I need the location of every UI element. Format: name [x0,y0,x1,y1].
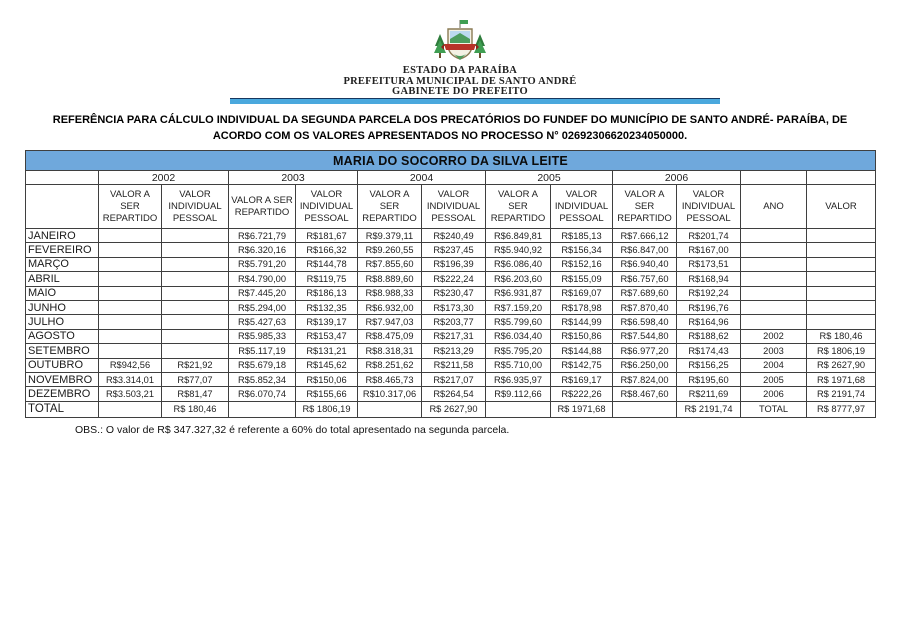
letterhead [10,20,900,98]
year-2003: 2003 [229,171,358,185]
value-cell: R$8.475,09 [358,329,422,343]
value-cell: R$ 1971,68 [551,401,613,417]
value-cell [99,229,162,243]
month-cell: NOVEMBRO [26,372,99,386]
month-cell: AGOSTO [26,329,99,343]
value-cell [99,315,162,329]
value-cell: R$7.445,20 [229,286,296,300]
year-2005: 2005 [486,171,613,185]
value-cell: R$201,74 [677,229,741,243]
value-cell: R$3.503,21 [99,387,162,401]
value-cell: R$132,35 [296,300,358,314]
value-cell: R$211,69 [677,387,741,401]
subheaders-row [26,185,876,229]
value-cell: R$5.985,33 [229,329,296,343]
month-cell: DEZEMBRO [26,387,99,401]
value-cell: R$131,21 [296,344,358,358]
value-cell [613,401,677,417]
value-cell: 2003 [741,344,807,358]
subheader-repartido: VALOR A SER REPARTIDO [613,185,677,229]
value-cell: R$166,32 [296,243,358,257]
value-cell: R$7.824,00 [613,372,677,386]
value-cell: R$5.791,20 [229,257,296,271]
value-cell [99,344,162,358]
value-cell [807,272,876,286]
value-cell: R$942,56 [99,358,162,372]
month-cell: ABRIL [26,272,99,286]
value-cell: R$6.203,60 [486,272,551,286]
value-cell: R$264,54 [422,387,486,401]
value-cell: R$237,45 [422,243,486,257]
value-cell: R$9.379,11 [358,229,422,243]
subheader-repartido: VALOR A SER REPARTIDO [358,185,422,229]
value-cell: R$5.795,20 [486,344,551,358]
value-cell: R$203,77 [422,315,486,329]
value-cell [162,315,229,329]
table-row [26,372,876,386]
value-cell: R$144,78 [296,257,358,271]
value-cell: R$186,13 [296,286,358,300]
value-cell [807,315,876,329]
corner-cell [26,185,99,229]
person-name-row [26,151,876,171]
value-cell: R$155,09 [551,272,613,286]
value-cell: R$6.847,00 [613,243,677,257]
value-cell [741,272,807,286]
value-cell [162,257,229,271]
value-cell: R$6.721,79 [229,229,296,243]
year-2004: 2004 [358,171,486,185]
value-cell: R$156,25 [677,358,741,372]
value-cell: R$ 8777,97 [807,401,876,417]
value-cell: R$ 1806,19 [807,344,876,358]
document-title: REFERÊNCIA PARA CÁLCULO INDIVIDUAL DA SEGUNDA PARCELA DOS PRECATÓRIOS DO FUNDEF DO MUNICÍPIO DE SANTO ANDRÉ- PARAÍBA, DE ACORDO COM OS VALORES APRESENTADOS NO PROCESSO N° 02692306620234050000. [52,114,848,142]
value-cell [162,329,229,343]
value-cell: R$142,75 [551,358,613,372]
month-cell: MARÇO [26,257,99,271]
value-cell [807,257,876,271]
value-cell: R$150,86 [551,329,613,343]
value-cell: R$ 2191,74 [807,387,876,401]
value-cell: 2005 [741,372,807,386]
subheader-individual: VALOR INDIVIDUAL PESSOAL [422,185,486,229]
table-row [26,272,876,286]
value-cell [162,344,229,358]
org-state-line: ESTADO DA PARAÍBA [402,65,518,76]
value-cell: R$6.757,60 [613,272,677,286]
subheader-repartido: VALOR A SER REPARTIDO [229,185,296,229]
value-cell: R$6.849,81 [486,229,551,243]
value-cell: R$195,60 [677,372,741,386]
value-cell: R$6.320,16 [229,243,296,257]
value-cell: R$10.317,06 [358,387,422,401]
value-cell: R$153,47 [296,329,358,343]
value-cell [99,272,162,286]
value-cell [807,229,876,243]
value-cell: R$155,66 [296,387,358,401]
value-cell: R$196,39 [422,257,486,271]
precatorios-table [25,150,876,418]
value-cell [162,286,229,300]
year-2006: 2006 [613,171,741,185]
month-cell: OUTUBRO [26,358,99,372]
value-cell: R$ 2627,90 [422,401,486,417]
table-row [26,315,876,329]
value-cell: R$167,00 [677,243,741,257]
value-cell: R$6.940,40 [613,257,677,271]
value-cell [162,272,229,286]
value-cell: R$7.666,12 [613,229,677,243]
value-cell: R$173,30 [422,300,486,314]
value-cell [99,243,162,257]
value-cell: R$181,67 [296,229,358,243]
table-row [26,358,876,372]
value-cell: R$164,96 [677,315,741,329]
obs-note: OBS.: O valor de R$ 347.327,32 é referente a 60% do total apresentado na segunda parcela. [75,424,510,436]
value-cell: R$77,07 [162,372,229,386]
value-cell: R$169,07 [551,286,613,300]
value-cell: R$156,34 [551,243,613,257]
value-cell: R$213,29 [422,344,486,358]
value-cell [99,329,162,343]
value-cell: R$9.260,55 [358,243,422,257]
value-cell: R$8.467,60 [613,387,677,401]
value-cell: R$6.977,20 [613,344,677,358]
value-cell: R$ 180,46 [807,329,876,343]
value-cell: R$7.689,60 [613,286,677,300]
value-cell [741,300,807,314]
value-cell: R$150,06 [296,372,358,386]
value-cell: R$5.427,63 [229,315,296,329]
value-cell: R$5.294,00 [229,300,296,314]
value-cell: R$178,98 [551,300,613,314]
table-row [26,387,876,401]
value-cell: R$6.598,40 [613,315,677,329]
value-cell [99,286,162,300]
value-cell: R$6.250,00 [613,358,677,372]
value-cell: TOTAL [741,401,807,417]
subheader-individual: VALOR INDIVIDUAL PESSOAL [677,185,741,229]
value-cell: R$ 2627,90 [807,358,876,372]
value-cell: R$6.086,40 [486,257,551,271]
value-cell: R$192,24 [677,286,741,300]
value-cell: R$188,62 [677,329,741,343]
value-cell [741,286,807,300]
year-spacer-ano [741,171,807,185]
value-cell [741,315,807,329]
value-cell: R$7.159,20 [486,300,551,314]
subheader-ano: ANO [741,185,807,229]
value-cell: R$152,16 [551,257,613,271]
value-cell: R$169,17 [551,372,613,386]
value-cell: R$4.790,00 [229,272,296,286]
value-cell: R$7.544,80 [613,329,677,343]
value-cell [162,300,229,314]
subheader-repartido: VALOR A SER REPARTIDO [486,185,551,229]
value-cell [807,243,876,257]
subheader-individual: VALOR INDIVIDUAL PESSOAL [296,185,358,229]
value-cell: R$ 180,46 [162,401,229,417]
value-cell: 2006 [741,387,807,401]
letterhead-divider [230,98,720,104]
value-cell: R$6.931,87 [486,286,551,300]
value-cell [99,257,162,271]
value-cell: R$6.935,97 [486,372,551,386]
value-cell: R$5.679,18 [229,358,296,372]
value-cell: R$3.314,01 [99,372,162,386]
value-cell: R$8.318,31 [358,344,422,358]
month-cell: SETEMBRO [26,344,99,358]
subheader-individual: VALOR INDIVIDUAL PESSOAL [551,185,613,229]
value-cell: R$174,43 [677,344,741,358]
value-cell [162,243,229,257]
value-cell: R$230,47 [422,286,486,300]
coat-of-arms-icon [432,20,488,64]
value-cell: R$ 2191,74 [677,401,741,417]
table-row [26,329,876,343]
value-cell: R$240,49 [422,229,486,243]
person-name: MARIA DO SOCORRO DA SILVA LEITE [26,151,876,171]
value-cell: R$217,07 [422,372,486,386]
table-row [26,229,876,243]
month-cell: JUNHO [26,300,99,314]
value-cell [486,401,551,417]
value-cell: R$5.799,60 [486,315,551,329]
value-cell: R$8.988,33 [358,286,422,300]
value-cell [99,300,162,314]
value-cell: R$8.889,60 [358,272,422,286]
value-cell: R$196,76 [677,300,741,314]
value-cell: R$185,13 [551,229,613,243]
value-cell: R$7.947,03 [358,315,422,329]
corner-cell [26,171,99,185]
subheader-repartido: VALOR A SER REPARTIDO [99,185,162,229]
value-cell [741,257,807,271]
table-row [26,243,876,257]
value-cell [99,401,162,417]
value-cell: R$5.940,92 [486,243,551,257]
table-body [26,229,876,418]
subheader-valor: VALOR [807,185,876,229]
value-cell: R$9.112,66 [486,387,551,401]
value-cell: R$222,24 [422,272,486,286]
value-cell: R$8.465,73 [358,372,422,386]
month-cell: JANEIRO [26,229,99,243]
total-row [26,401,876,417]
value-cell: R$5.852,34 [229,372,296,386]
value-cell: R$7.855,60 [358,257,422,271]
month-cell: FEVEREIRO [26,243,99,257]
value-cell: R$119,75 [296,272,358,286]
value-cell: R$6.070,74 [229,387,296,401]
value-cell: R$144,99 [551,315,613,329]
value-cell [229,401,296,417]
subheader-individual: VALOR INDIVIDUAL PESSOAL [162,185,229,229]
year-spacer-valor [807,171,876,185]
org-municipality-line: PREFEITURA MUNICIPAL DE SANTO ANDRÉ [343,75,577,87]
value-cell: R$ 1806,19 [296,401,358,417]
value-cell: R$8.251,62 [358,358,422,372]
org-office-line: GABINETE DO PREFEITO [392,86,528,97]
value-cell: R$ 1971,68 [807,372,876,386]
value-cell [807,300,876,314]
value-cell: R$173,51 [677,257,741,271]
years-row [26,171,876,185]
table-row [26,344,876,358]
value-cell [162,229,229,243]
value-cell: R$7.870,40 [613,300,677,314]
value-cell [807,286,876,300]
value-cell: R$168,94 [677,272,741,286]
value-cell: R$222,26 [551,387,613,401]
month-cell: MAIO [26,286,99,300]
value-cell: R$81,47 [162,387,229,401]
value-cell [741,243,807,257]
month-cell: JULHO [26,315,99,329]
value-cell: R$144,88 [551,344,613,358]
value-cell: R$5.710,00 [486,358,551,372]
value-cell [358,401,422,417]
table-row [26,286,876,300]
month-cell: TOTAL [26,401,99,417]
value-cell: R$211,58 [422,358,486,372]
value-cell: R$139,17 [296,315,358,329]
year-2002: 2002 [99,171,229,185]
value-cell: R$5.117,19 [229,344,296,358]
value-cell: 2002 [741,329,807,343]
table-row [26,300,876,314]
table-row [26,257,876,271]
value-cell: R$6.932,00 [358,300,422,314]
value-cell: R$21,92 [162,358,229,372]
value-cell [741,229,807,243]
value-cell: R$145,62 [296,358,358,372]
value-cell: R$217,31 [422,329,486,343]
value-cell: 2004 [741,358,807,372]
value-cell: R$6.034,40 [486,329,551,343]
